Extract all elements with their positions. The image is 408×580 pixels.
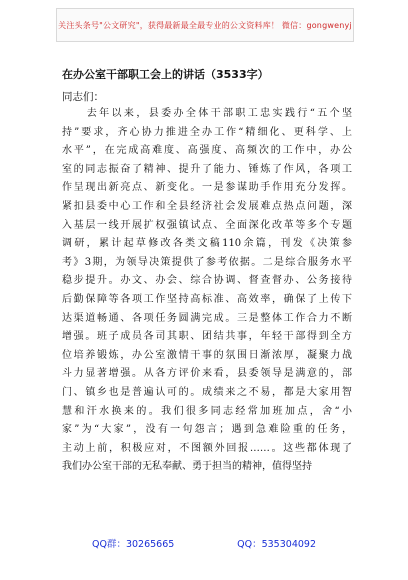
- body-line: 达渠道畅通、各项任务圆满完成。三是整体工作合力不断: [62, 312, 352, 324]
- salutation: 同志们：: [62, 91, 104, 103]
- promo-banner: [56, 8, 354, 42]
- contact-footer: [92, 536, 316, 550]
- body-line: 斗力显著增强。从各方评价来看，县委领导是满意的，部: [62, 368, 352, 380]
- body-line: 我们办公室干部的无私奉献、勇于担当的精神，值得坚持: [62, 461, 312, 473]
- body-line: 家”为“大家”，没有一句怨言；遇到急难险重的任务，: [62, 424, 352, 436]
- body-line: 去年以来，县委办全体干部职工忠实践行“五个坚: [62, 108, 352, 119]
- body-line: 主动上前，积极应对，不图额外回报……。这些都体现了: [62, 442, 352, 454]
- body-line: 入基层一线开展扩权强镇试点、全面深化改革等多个专题: [62, 219, 352, 231]
- body-line: 位培养锻炼，办公室激情干事的氛围日渐浓厚，凝聚力战: [62, 349, 352, 361]
- document-body: [62, 105, 352, 477]
- body-line: 增强。班子成员各司其职、团结共事，年轻干部得到全方: [62, 331, 352, 343]
- body-line: 紧扣县委中心工作和全县经济社会发展难点热点问题，深: [62, 200, 352, 212]
- body-line: 室的同志振奋了精神、提升了能力、锤炼了作风，各项工: [62, 163, 352, 175]
- promo-banner-text: 关注头条号"公文研究"，获得最新最全最专业的公文资料库！ 微信：gongwenyj: [58, 20, 352, 30]
- body-line: 作呈现出新亮点、新变化。一是参谋助手作用充分发挥。: [62, 182, 352, 194]
- body-line: 稳步提升。办文、办会、综合协调、督查督办、公务接待: [62, 275, 352, 287]
- qq-number: QQ：535304092: [237, 539, 316, 550]
- body-line: 门、镇乡也是普遍认可的。成绩来之不易，都是大家用智: [62, 386, 352, 398]
- body-line: 慧和汗水换来的。我们很多同志经常加班加点，舍“小: [62, 405, 352, 417]
- document-title: 在办公室干部职工会上的讲话（3533字）: [62, 68, 269, 81]
- body-line: 持”要求，齐心协力推进全办工作“精细化、更科学、上: [62, 126, 352, 138]
- body-line: 水平”，在完成高难度、高强度、高频次的工作中，办公: [62, 145, 352, 157]
- qq-group-number: QQ群：30265665: [92, 539, 175, 550]
- body-line: 调研，累计起草修改各类文稿110余篇，刊发《决策参: [62, 238, 352, 250]
- body-line: 后勤保障等各项工作坚持高标准、高效率，确保了上传下: [62, 293, 352, 305]
- body-line: 考》3期，为领导决策提供了参考依据。二是综合服务水平: [62, 256, 352, 268]
